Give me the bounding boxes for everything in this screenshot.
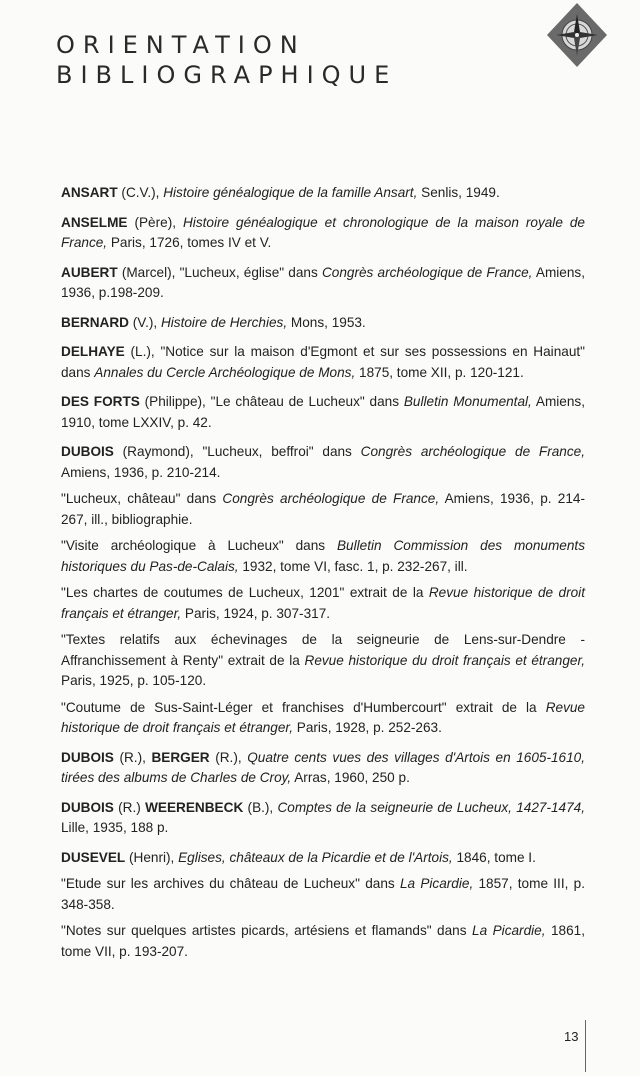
entry-coauthor: BERGER [151,749,210,765]
entry-text: Amiens, 1936, p.198-209. [61,264,585,300]
bibliography-entry [61,536,585,577]
entry-text: Paris, 1925, p. 105-120. [61,673,207,688]
entry-author: AUBERT [61,264,118,280]
bibliography-entry [61,183,585,204]
entry-text: (Marcel), "Lucheux, église" dans [117,264,322,280]
entry-coauthor: WEERENBECK [145,799,244,815]
bibliography-list [61,183,585,971]
entry-author: DUSEVEL [61,849,126,865]
bibliography-entry [61,698,585,739]
entry-title: La Picardie, [472,923,546,938]
entry-text: "Lucheux, château" dans [61,491,223,506]
bibliography-entry [61,748,585,789]
entry-text: Arras, 1960, 250 p. [291,770,410,785]
entry-author: BERNARD [61,314,129,330]
entry-title: Histoire de Herchies, [160,314,288,330]
entry-text: (B.), [243,799,278,815]
entry-text: Senlis, 1949. [417,185,500,200]
entry-author: DUBOIS [61,444,114,459]
page-rule [585,1020,586,1072]
entry-title: Bulletin Monumental, [403,394,532,409]
entry-title: Revue historique du droit français et étranger, [304,652,585,668]
entry-text: (L.), "Notice sur la maison d'Egmont et sur ses possessions en Hainaut" dans [61,344,585,380]
entry-text: Amiens, 1936, p. 214-267, ill., bibliographie. [61,491,585,527]
bibliography-entry [61,213,585,254]
compass-rose-icon [546,2,608,68]
bibliography-entry [61,489,585,530]
entry-title: Histoire généalogique et chronologique de la maison royale de France, [61,214,585,250]
heading-line-1: ORIENTATION [56,31,306,59]
bibliography-entry [61,921,585,962]
entry-text: 1861, tome VII, p. 193-207. [61,923,585,959]
entry-title: Revue historique de droit français et étranger, [61,699,585,735]
entry-text: (R.), [113,749,152,765]
entry-author: ANSART [61,185,118,200]
entry-text: Paris, 1924, p. 307-317. [181,605,331,621]
entry-title: Congrès archéologique de France, [222,491,440,506]
entry-text: Mons, 1953. [287,314,366,330]
entry-author: DUBOIS [61,749,114,765]
entry-title: Eglises, châteaux de la Picardie et de l'Artois, [178,849,453,865]
entry-text: "Coutume de Sus-Saint-Léger et franchises d'Humbercourt" extrait de la [61,699,546,715]
entry-text: Paris, 1726, tomes IV et V. [107,235,272,250]
entry-text: Paris, 1928, p. 252-263. [292,720,442,735]
entry-text: (R.) [113,799,146,815]
entry-author: DELHAYE [61,344,125,359]
entry-text: "Notes sur quelques artistes picards, artésiens et flamands" dans [61,923,473,938]
entry-title: La Picardie, [399,876,474,891]
entry-text: Amiens, 1936, p. 210-214. [61,464,221,480]
bibliography-entry [61,583,585,624]
entry-text: Amiens, 1910, tome LXXIV, p. 42. [61,394,585,430]
entry-title: Histoire généalogique de la famille Ansart, [163,185,418,200]
entry-text: 1875, tome XII, p. 120-121. [355,364,524,380]
entry-text: "Visite archéologique à Lucheux" dans [61,538,337,553]
bibliography-entry [61,263,585,304]
bibliography-entry [61,798,585,839]
entry-title: Bulletin Commission des monuments historiques du Pas-de-Calais, [61,538,585,574]
entry-text: 1857, tome III, p. 348-358. [61,876,585,912]
entry-title: Annales du Cercle Archéologique de Mons, [94,364,356,380]
bibliography-entry [61,630,585,692]
entry-text: 1846, tome I. [452,849,536,865]
entry-text: (Philippe), "Le château de Lucheux" dans [139,394,404,409]
entry-text: "Textes relatifs aux échevinages de la seigneurie de Lens-sur-Dendre - Affranchissement à Renty" extrait de la [61,632,585,668]
bibliography-entry [61,442,585,483]
bibliography-entry [61,392,585,433]
page-number: 13 [564,1029,579,1044]
entry-author: ANSELME [61,214,128,230]
bibliography-entry [61,342,585,383]
entry-text: (Père), [127,214,183,230]
bibliography-entry [61,313,585,334]
entry-title: Congrès archéologique de France, [321,264,533,280]
entry-text: "Les chartes de coutumes de Lucheux, 1201" extrait de la [61,585,429,600]
entry-text: 1932, tome VI, fasc. 1, p. 232-267, ill. [238,558,468,574]
entry-author: DES FORTS [61,394,140,409]
entry-title: Revue historique de droit français et étranger, [61,585,585,621]
entry-title: Comptes de la seigneurie de Lucheux, 1427-1474, [277,799,586,815]
bibliography-entry [61,874,585,915]
entry-text: (Henri), [125,849,179,865]
entry-title: Congrès archéologique de France, [360,444,586,459]
entry-text: (V.), [128,314,161,330]
entry-text: (Raymond), "Lucheux, beffroi" dans [113,444,361,459]
section-heading [56,30,397,90]
entry-title: Quatre cents vues des villages d'Artois en 1605-1610, tirées des albums de Charles de Croy, [61,749,586,785]
entry-author: DUBOIS [61,799,114,815]
heading-line-2: BIBLIOGRAPHIQUE [56,61,398,89]
entry-text: Lille, 1935, 188 p. [61,820,169,835]
bibliography-entry [61,848,585,869]
entry-text: (R.), [209,749,248,765]
entry-text: (C.V.), [117,185,164,200]
entry-text: "Etude sur les archives du château de Lucheux" dans [61,876,400,891]
